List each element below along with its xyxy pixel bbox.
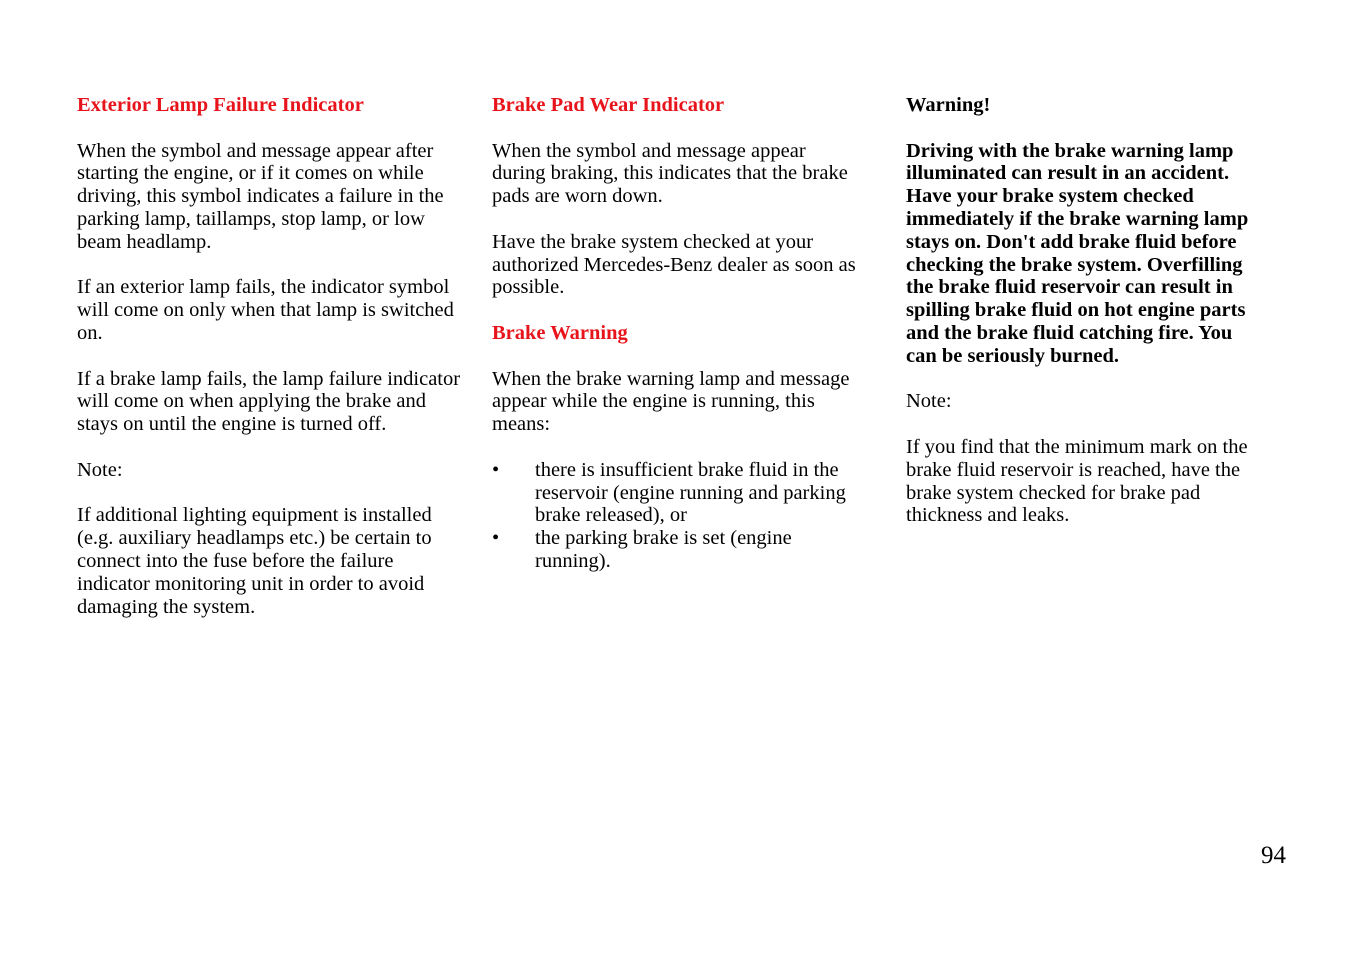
list-item	[492, 527, 862, 573]
warning-text: Driving with the brake warning lamp illuminated can result in an accident. Have your brake system checked immediately if the brake warning lamp stays on. Don't add brake fluid before checking the brake system. Overfilling the brake fluid reservoir can result in spilling brake fluid on hot engine parts and the brake fluid catching fire. You can be seriously burned.	[906, 139, 1249, 367]
brake-warning-list	[492, 459, 862, 573]
paragraph-brake-lamp-fails: If a brake lamp fails, the lamp failure indicator will come on when applying the brake and stays on until the engine is turned off.	[77, 367, 461, 436]
column-exterior-lamp	[77, 94, 462, 618]
note-label: Note:	[77, 458, 123, 481]
paragraph-have-checked: Have the brake system checked at your authorized Mercedes-Benz dealer as soon as possible.	[492, 230, 856, 299]
list-item-text: there is insufficient brake fluid in the reservoir (engine running and parking brake released), or	[535, 458, 846, 527]
bullet-icon: •	[492, 458, 500, 481]
paragraph-exterior-lamp-fails: If an exterior lamp fails, the indicator symbol will come on only when that lamp is switched on.	[77, 276, 454, 344]
warning-label: Warning!	[906, 94, 991, 116]
note-brake-fluid-minimum: If you find that the minimum mark on the brake fluid reservoir is reached, have the brake system checked for brake pad thickness and leaks.	[906, 435, 1248, 527]
column-warning	[906, 94, 1266, 527]
heading-brake-pad-wear: Brake Pad Wear Indicator	[492, 94, 725, 116]
paragraph-lamp-failure-description: When the symbol and message appear after starting the engine, or if it comes on while driving, this symbol indicates a failure in the parking lamp, taillamps, stop lamp, or low beam headlamp.	[77, 139, 444, 253]
paragraph-brake-warning-meaning: When the brake warning lamp and message appear while the engine is running, this means:	[492, 367, 850, 436]
note-additional-lighting: If additional lighting equipment is installed (e.g. auxiliary headlamps etc.) be certain to connect into the fuse before the failure indicator monitoring unit in order to avoid damaging the system.	[77, 504, 432, 618]
heading-brake-warning: Brake Warning	[492, 321, 628, 344]
list-item-text: the parking brake is set (engine running).	[535, 527, 792, 572]
column-brake-indicators	[492, 94, 862, 573]
page-number: 94	[1261, 842, 1286, 869]
list-item	[492, 459, 862, 527]
paragraph-brake-pads-worn: When the symbol and message appear during braking, this indicates that the brake pads are worn down.	[492, 139, 848, 208]
bullet-icon: •	[492, 527, 500, 550]
heading-exterior-lamp-failure: Exterior Lamp Failure Indicator	[77, 94, 364, 116]
note-label: Note:	[906, 390, 952, 413]
